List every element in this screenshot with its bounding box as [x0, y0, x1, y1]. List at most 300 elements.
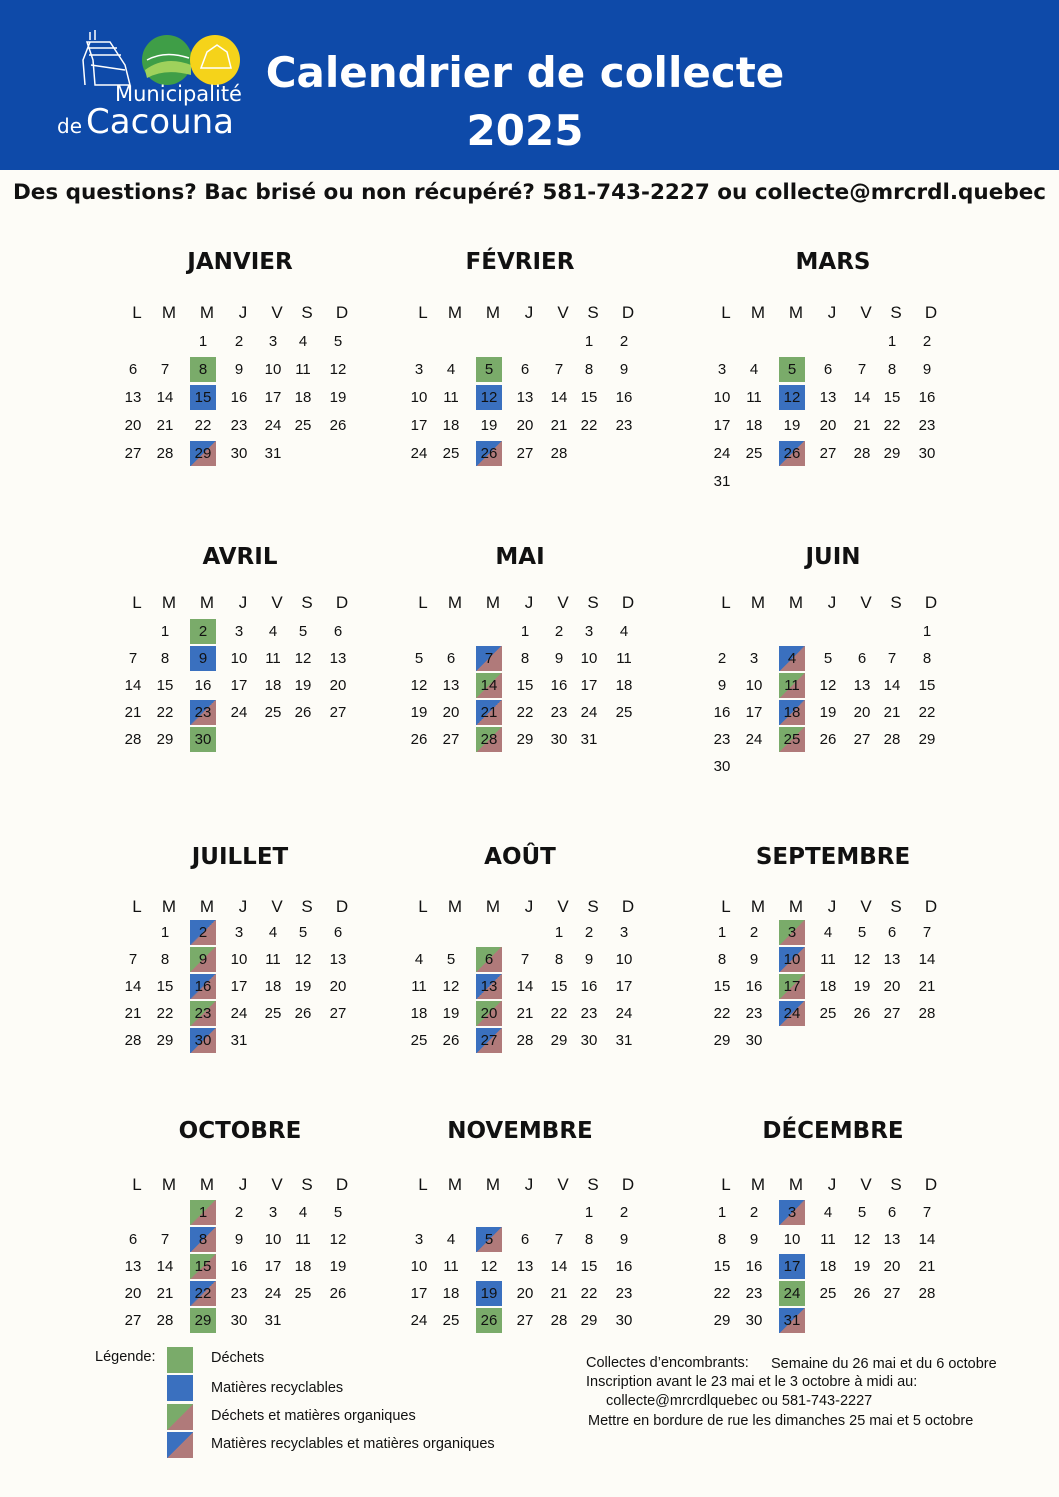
- calendar-day: 19: [329, 389, 347, 406]
- calendar-day: 20: [819, 417, 837, 434]
- calendar-day: 1: [717, 924, 727, 941]
- weekday-header: V: [271, 303, 283, 322]
- weekday-header: S: [890, 897, 902, 916]
- weekday-header: S: [587, 897, 599, 916]
- calendar-day: 6: [333, 623, 343, 640]
- calendar-day: 13: [883, 951, 901, 968]
- calendar-day: 8: [160, 650, 170, 667]
- calendar-day: 31: [615, 1032, 633, 1049]
- calendar-day: 5: [414, 650, 424, 667]
- calendar-day: 7: [554, 361, 564, 378]
- calendar-day: 15: [550, 978, 568, 995]
- calendar-day: 8: [887, 361, 897, 378]
- collection-day: 12: [476, 385, 502, 410]
- calendar-day: 18: [745, 417, 763, 434]
- weekday-header: V: [557, 897, 569, 916]
- month-name: AOÛT: [484, 844, 556, 870]
- calendar-day: 3: [584, 623, 594, 640]
- calendar-day: 20: [329, 677, 347, 694]
- calendar-day: 26: [294, 704, 312, 721]
- calendar-day: 27: [853, 731, 871, 748]
- weekday-header: D: [335, 303, 349, 322]
- collection-day: 11: [779, 673, 805, 698]
- page-title: Calendrier de collecte: [265, 48, 785, 97]
- calendar-day: 31: [230, 1032, 248, 1049]
- calendar-day: 24: [264, 1285, 282, 1302]
- weekday-header: M: [447, 897, 463, 916]
- calendar-day: 10: [783, 1231, 801, 1248]
- weekday-header: V: [860, 303, 872, 322]
- calendar-day: 25: [442, 1312, 460, 1329]
- calendar-day: 17: [615, 978, 633, 995]
- calendar-day: 2: [554, 623, 564, 640]
- calendar-day: 14: [124, 978, 142, 995]
- encombrants-dates: Semaine du 26 mai et du 6 octobre: [771, 1356, 997, 1372]
- calendar-day: 25: [442, 445, 460, 462]
- weekday-header: V: [860, 897, 872, 916]
- calendar-day: 13: [329, 650, 347, 667]
- month-name: AVRIL: [202, 544, 278, 570]
- calendar-day: 29: [918, 731, 936, 748]
- weekday-header: V: [271, 1175, 283, 1194]
- calendar-day: 18: [442, 417, 460, 434]
- collection-day: 14: [476, 673, 502, 698]
- calendar-day: 12: [410, 677, 428, 694]
- calendar-day: 13: [442, 677, 460, 694]
- collection-day: 2: [190, 920, 216, 945]
- calendar-day: 1: [584, 1204, 594, 1221]
- collection-day: 20: [476, 1001, 502, 1026]
- collection-day: 6: [476, 947, 502, 972]
- calendar-day: 1: [160, 924, 170, 941]
- weekday-header: D: [924, 593, 938, 612]
- calendar-day: 29: [580, 1312, 598, 1329]
- collection-day: 17: [779, 974, 805, 999]
- calendar-day: 12: [442, 978, 460, 995]
- calendar-day: 5: [298, 623, 308, 640]
- calendar-day: 6: [128, 361, 138, 378]
- calendar-day: 22: [883, 417, 901, 434]
- weekday-header: M: [199, 593, 215, 612]
- weekday-header: J: [238, 1175, 248, 1194]
- calendar-day: 2: [619, 1204, 629, 1221]
- logo-emblem-icon: [55, 30, 245, 90]
- calendar-day: 24: [230, 704, 248, 721]
- collection-day: 3: [779, 920, 805, 945]
- calendar-day: 15: [516, 677, 534, 694]
- calendar-day: 11: [820, 951, 836, 968]
- weekday-header: M: [788, 593, 804, 612]
- calendar-day: 11: [443, 389, 459, 406]
- calendar-day: 29: [713, 1032, 731, 1049]
- calendar-day: 19: [294, 978, 312, 995]
- collection-day: 4: [779, 646, 805, 671]
- calendar-day: 26: [329, 1285, 347, 1302]
- calendar-day: 12: [819, 677, 837, 694]
- calendar-day: 21: [156, 417, 174, 434]
- calendar-day: 21: [918, 1258, 936, 1275]
- calendar-day: 12: [853, 1231, 871, 1248]
- calendar-day: 27: [124, 445, 142, 462]
- calendar-day: 16: [230, 1258, 248, 1275]
- calendar-day: 6: [857, 650, 867, 667]
- calendar-day: 14: [124, 677, 142, 694]
- calendar-day: 7: [857, 361, 867, 378]
- collection-day: 7: [476, 646, 502, 671]
- calendar-day: 18: [410, 1005, 428, 1022]
- calendar-day: 24: [230, 1005, 248, 1022]
- calendar-day: 4: [298, 1204, 308, 1221]
- calendar-day: 21: [883, 704, 901, 721]
- weekday-header: M: [199, 303, 215, 322]
- calendar-day: 23: [713, 731, 731, 748]
- calendar-day: 30: [918, 445, 936, 462]
- calendar-day: 16: [713, 704, 731, 721]
- calendar-day: 4: [268, 623, 278, 640]
- legend-swatch-recyclables-organiques: [167, 1432, 193, 1458]
- weekday-header: V: [860, 1175, 872, 1194]
- calendar-day: 22: [580, 417, 598, 434]
- weekday-header: D: [924, 303, 938, 322]
- weekday-header: M: [447, 303, 463, 322]
- collection-day: 3: [779, 1200, 805, 1225]
- calendar-day: 7: [128, 650, 138, 667]
- calendar-day: 25: [819, 1005, 837, 1022]
- calendar-day: 1: [554, 924, 564, 941]
- calendar-day: 15: [918, 677, 936, 694]
- calendar-day: 9: [749, 951, 759, 968]
- calendar-day: 15: [713, 1258, 731, 1275]
- calendar-day: 28: [550, 445, 568, 462]
- calendar-day: 4: [823, 1204, 833, 1221]
- calendar-day: 10: [264, 1231, 282, 1248]
- calendar-day: 3: [234, 623, 244, 640]
- weekday-header: L: [418, 897, 428, 916]
- calendar-day: 10: [580, 650, 598, 667]
- calendar-day: 2: [234, 1204, 244, 1221]
- calendar-day: 4: [446, 361, 456, 378]
- collection-day: 28: [476, 727, 502, 752]
- calendar-day: 21: [156, 1285, 174, 1302]
- calendar-day: 27: [442, 731, 460, 748]
- calendar-day: 23: [745, 1005, 763, 1022]
- calendar-day: 8: [554, 951, 564, 968]
- calendar-day: 1: [717, 1204, 727, 1221]
- calendar-day: 24: [580, 704, 598, 721]
- calendar-day: 13: [853, 677, 871, 694]
- calendar-day: 28: [550, 1312, 568, 1329]
- calendar-day: 5: [823, 650, 833, 667]
- calendar-day: 4: [749, 361, 759, 378]
- calendar-day: 13: [883, 1231, 901, 1248]
- collection-day: 22: [190, 1281, 216, 1306]
- calendar-day: 6: [823, 361, 833, 378]
- collection-day: 10: [779, 947, 805, 972]
- calendar-day: 21: [124, 1005, 142, 1022]
- calendar-day: 9: [554, 650, 564, 667]
- calendar-day: 24: [615, 1005, 633, 1022]
- calendar-day: 16: [745, 1258, 763, 1275]
- collection-day: 9: [190, 947, 216, 972]
- weekday-header: V: [271, 897, 283, 916]
- calendar-day: 5: [857, 1204, 867, 1221]
- weekday-header: L: [132, 1175, 142, 1194]
- calendar-day: 15: [580, 1258, 598, 1275]
- weekday-header: S: [301, 897, 313, 916]
- collection-day: 26: [476, 441, 502, 466]
- calendar-day: 5: [446, 951, 456, 968]
- calendar-day: 29: [156, 731, 174, 748]
- calendar-day: 2: [749, 924, 759, 941]
- calendar-day: 20: [883, 978, 901, 995]
- collection-day: 9: [190, 646, 216, 671]
- month-name: SEPTEMBRE: [755, 844, 911, 870]
- collection-day: 29: [190, 441, 216, 466]
- weekday-header: M: [199, 897, 215, 916]
- weekday-header: V: [860, 593, 872, 612]
- collection-day: 27: [476, 1028, 502, 1053]
- weekday-header: S: [301, 593, 313, 612]
- calendar-day: 30: [745, 1312, 763, 1329]
- calendar-day: 26: [442, 1032, 460, 1049]
- calendar-day: 4: [619, 623, 629, 640]
- calendar-day: 3: [234, 924, 244, 941]
- calendar-day: 24: [713, 445, 731, 462]
- calendar-day: 29: [156, 1032, 174, 1049]
- calendar-day: 15: [580, 389, 598, 406]
- calendar-day: 12: [294, 951, 312, 968]
- page-year: 2025: [466, 106, 584, 155]
- calendar-day: 5: [298, 924, 308, 941]
- collection-day: 26: [779, 441, 805, 466]
- weekday-header: J: [524, 303, 534, 322]
- calendar-day: 26: [853, 1005, 871, 1022]
- calendar-day: 11: [746, 389, 762, 406]
- month-name: DÉCEMBRE: [762, 1118, 904, 1144]
- calendar-day: 29: [550, 1032, 568, 1049]
- weekday-header: M: [788, 303, 804, 322]
- calendar-day: 3: [717, 361, 727, 378]
- calendar-day: 17: [580, 677, 598, 694]
- calendar-day: 20: [329, 978, 347, 995]
- calendar-day: 12: [853, 951, 871, 968]
- calendar-day: 3: [414, 1231, 424, 1248]
- weekday-header: L: [721, 897, 731, 916]
- calendar-day: 27: [883, 1285, 901, 1302]
- calendar-day: 28: [516, 1032, 534, 1049]
- calendar-day: 20: [883, 1258, 901, 1275]
- calendar-day: 16: [230, 389, 248, 406]
- calendar-day: 22: [713, 1005, 731, 1022]
- weekday-header: M: [485, 897, 501, 916]
- calendar-day: 13: [516, 1258, 534, 1275]
- calendar-day: 8: [717, 1231, 727, 1248]
- calendar-day: 17: [713, 417, 731, 434]
- weekday-header: J: [524, 593, 534, 612]
- calendar-day: 27: [329, 1005, 347, 1022]
- calendar-day: 14: [918, 1231, 936, 1248]
- collection-day: 2: [190, 619, 216, 644]
- collection-day: 26: [476, 1308, 502, 1333]
- weekday-header: L: [721, 303, 731, 322]
- calendar-day: 7: [160, 1231, 170, 1248]
- weekday-header: D: [335, 1175, 349, 1194]
- logo-cacouna: [57, 102, 234, 142]
- weekday-header: J: [238, 897, 248, 916]
- calendar-day: 24: [745, 731, 763, 748]
- logo-municipalite: Municipalité: [115, 82, 242, 106]
- legend-swatch-recyclables: [167, 1375, 193, 1401]
- collection-day: 8: [190, 1227, 216, 1252]
- calendar-day: 10: [713, 389, 731, 406]
- calendar-day: 6: [887, 924, 897, 941]
- calendar-day: 18: [819, 978, 837, 995]
- calendar-day: 9: [717, 677, 727, 694]
- calendar-day: 23: [580, 1005, 598, 1022]
- calendar-day: 7: [554, 1231, 564, 1248]
- calendar-day: 28: [156, 1312, 174, 1329]
- calendar-day: 4: [414, 951, 424, 968]
- calendar-day: 21: [550, 417, 568, 434]
- weekday-header: J: [238, 593, 248, 612]
- legend-title: Légende:: [95, 1349, 156, 1365]
- weekday-header: D: [621, 1175, 635, 1194]
- month-name: NOVEMBRE: [447, 1118, 593, 1144]
- calendar-day: 20: [442, 704, 460, 721]
- calendar-day: 19: [480, 417, 498, 434]
- weekday-header: V: [271, 593, 283, 612]
- calendar-day: 9: [234, 361, 244, 378]
- calendar-day: 14: [156, 1258, 174, 1275]
- calendar-day: 5: [857, 924, 867, 941]
- weekday-header: L: [132, 897, 142, 916]
- calendar-day: 21: [516, 1005, 534, 1022]
- collection-day: 23: [190, 700, 216, 725]
- calendar-day: 18: [264, 978, 282, 995]
- encombrants-bordure: Mettre en bordure de rue les dimanches 25 mai et 5 octobre: [588, 1413, 974, 1429]
- calendar-day: 13: [329, 951, 347, 968]
- calendar-day: 29: [516, 731, 534, 748]
- calendar-day: 17: [410, 1285, 428, 1302]
- weekday-header: M: [788, 1175, 804, 1194]
- weekday-header: J: [827, 303, 837, 322]
- calendar-day: 7: [922, 924, 932, 941]
- calendar-day: 4: [823, 924, 833, 941]
- weekday-header: L: [418, 303, 428, 322]
- calendar-day: 7: [520, 951, 530, 968]
- weekday-header: J: [524, 1175, 534, 1194]
- logo-cacouna-word: Cacouna: [86, 102, 235, 142]
- calendar-day: 9: [749, 1231, 759, 1248]
- collection-day: 30: [190, 727, 216, 752]
- calendar-day: 12: [294, 650, 312, 667]
- calendar-day: 7: [160, 361, 170, 378]
- calendar-day: 14: [550, 1258, 568, 1275]
- calendar-day: 14: [918, 951, 936, 968]
- weekday-header: D: [924, 1175, 938, 1194]
- calendar-day: 23: [745, 1285, 763, 1302]
- calendar-day: 1: [520, 623, 530, 640]
- calendar-day: 16: [745, 978, 763, 995]
- calendar-day: 4: [268, 924, 278, 941]
- calendar-day: 26: [853, 1285, 871, 1302]
- calendar-day: 22: [580, 1285, 598, 1302]
- calendar-day: 13: [124, 389, 142, 406]
- weekday-header: L: [132, 303, 142, 322]
- calendar-day: 15: [713, 978, 731, 995]
- calendar-day: 19: [294, 677, 312, 694]
- calendar-day: 22: [918, 704, 936, 721]
- month-name: JUIN: [805, 544, 861, 570]
- calendar-day: 1: [584, 333, 594, 350]
- calendar-day: 10: [745, 677, 763, 694]
- calendar-day: 3: [619, 924, 629, 941]
- calendar-day: 25: [294, 1285, 312, 1302]
- calendar-day: 8: [584, 361, 594, 378]
- calendar-day: 24: [264, 417, 282, 434]
- collection-day: 23: [190, 1001, 216, 1026]
- weekday-header: M: [161, 303, 177, 322]
- calendar-day: 2: [922, 333, 932, 350]
- collection-day: 18: [779, 700, 805, 725]
- calendar-day: 9: [584, 951, 594, 968]
- calendar-day: 18: [294, 389, 312, 406]
- calendar-day: 16: [918, 389, 936, 406]
- calendar-day: 11: [295, 1231, 311, 1248]
- calendar-day: 29: [883, 445, 901, 462]
- calendar-day: 17: [264, 1258, 282, 1275]
- calendar-day: 26: [410, 731, 428, 748]
- calendar-day: 3: [749, 650, 759, 667]
- legend-swatch-dechets: [167, 1347, 193, 1373]
- contact-info: Des questions? Bac brisé ou non récupéré? 581-743-2227 ou collecte@mrcrdl.quebec: [12, 180, 1047, 205]
- calendar-day: 7: [128, 951, 138, 968]
- weekday-header: S: [890, 1175, 902, 1194]
- calendar-day: 11: [265, 650, 281, 667]
- calendar-day: 16: [550, 677, 568, 694]
- calendar-day: 2: [234, 333, 244, 350]
- calendar-day: 28: [918, 1285, 936, 1302]
- calendar-day: 29: [713, 1312, 731, 1329]
- encombrants-contact: collecte@mrcrdlquebec ou 581-743-2227: [606, 1393, 873, 1409]
- weekday-header: M: [199, 1175, 215, 1194]
- calendar-day: 3: [414, 361, 424, 378]
- calendar-day: 1: [922, 623, 932, 640]
- calendar-day: 1: [198, 333, 208, 350]
- calendar-day: 28: [918, 1005, 936, 1022]
- collection-day: 19: [476, 1281, 502, 1306]
- weekday-header: D: [335, 593, 349, 612]
- calendar-day: 9: [619, 361, 629, 378]
- calendar-day: 23: [550, 704, 568, 721]
- weekday-header: V: [557, 593, 569, 612]
- weekday-header: D: [621, 303, 635, 322]
- calendar-day: 5: [333, 1204, 343, 1221]
- collection-day: 25: [779, 727, 805, 752]
- calendar-day: 12: [329, 361, 347, 378]
- calendar-day: 19: [853, 978, 871, 995]
- calendar-day: 17: [264, 389, 282, 406]
- calendar-day: 4: [446, 1231, 456, 1248]
- calendar-day: 30: [550, 731, 568, 748]
- weekday-header: J: [827, 1175, 837, 1194]
- calendar-day: 5: [333, 333, 343, 350]
- calendar-day: 21: [853, 417, 871, 434]
- calendar-day: 6: [887, 1204, 897, 1221]
- month-name: JANVIER: [187, 249, 293, 275]
- calendar-day: 21: [918, 978, 936, 995]
- weekday-header: V: [557, 303, 569, 322]
